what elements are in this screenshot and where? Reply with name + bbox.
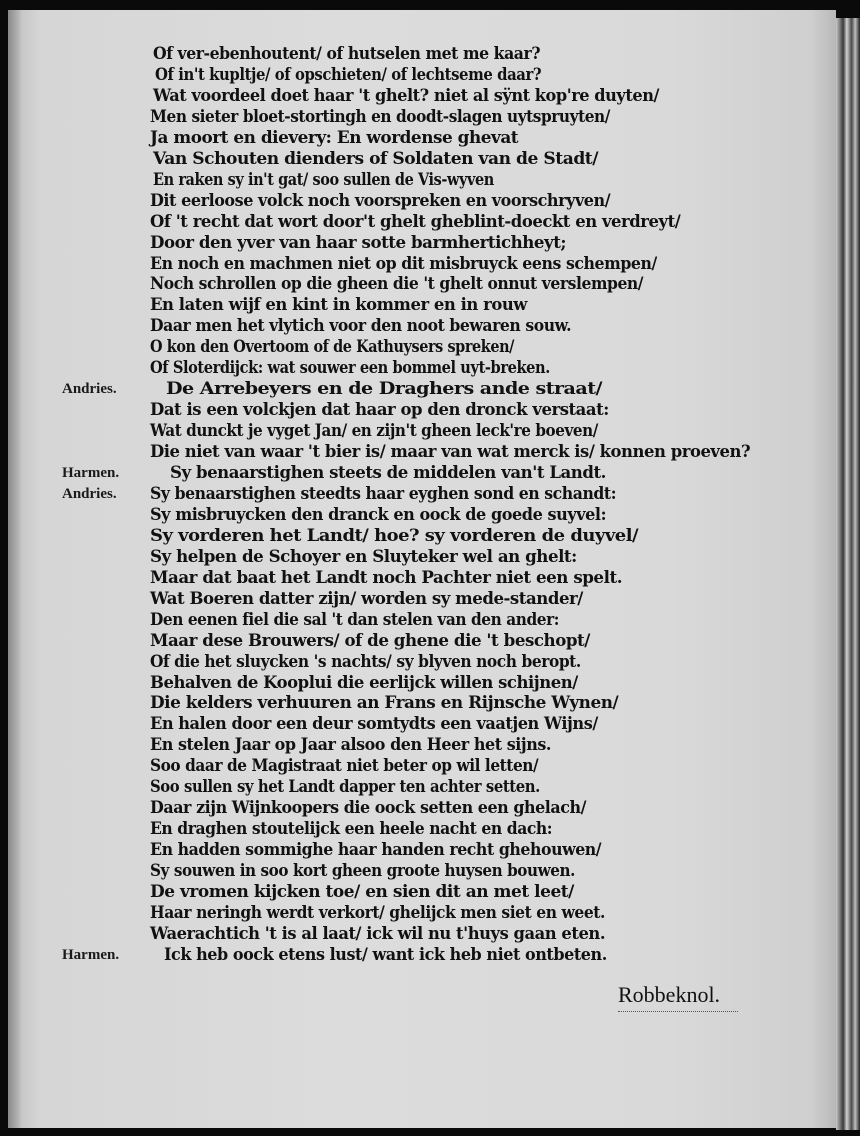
- verse-text: Behalven de Kooplui die eerlijck willen schijnen/: [150, 672, 578, 692]
- verse-line: [0, 693, 840, 714]
- verse-text: Wat voordeel doet haar 't ghelt? niet al sÿnt kop're duyten/: [153, 85, 659, 105]
- speaker-name: Andries.: [62, 485, 117, 502]
- verse-text: Die niet van waar 't bier is/ maar van wat merck is/ konnen proeven?: [150, 442, 751, 462]
- verse-text: Soo sullen sy het Landt dapper ten achter setten.: [150, 777, 540, 797]
- verse-line: [0, 505, 840, 526]
- verse-line: [0, 526, 840, 547]
- verse-line: [0, 191, 840, 212]
- verse-text: Sy benaarstighen steets de middelen van't Landt.: [170, 463, 606, 482]
- verse-text: En noch en machmen niet op dit misbruyck eens schempen/: [150, 253, 657, 273]
- verse-text: En halen door een deur somtydts een vaatjen Wijns/: [150, 714, 598, 734]
- signature-robbeknol: Robbeknol.: [618, 982, 721, 1007]
- verse-line: [0, 379, 840, 400]
- verse-text: Sy misbruycken den dranck en oock de goede suyvel:: [150, 504, 607, 524]
- verse-line: [0, 756, 840, 777]
- verse-text: Haar neringh werdt verkort/ ghelijck men siet en weet.: [150, 902, 605, 922]
- verse-text: Daar zijn Wijnkoopers die oock setten een ghelach/: [150, 798, 586, 818]
- verse-text: Sy souwen in soo kort gheen groote huysen bouwen.: [150, 861, 576, 881]
- verse-line: [0, 484, 840, 505]
- verse-text: En raken sy in't gat/ soo sullen de Vis-wyven: [153, 169, 494, 189]
- verse-text: Den eenen fiel die sal 't dan stelen van den ander:: [150, 609, 560, 629]
- verse-line: [0, 358, 840, 379]
- verse-text: Maar dat baat het Landt noch Pachter niet een spelt.: [150, 567, 623, 587]
- verse-text: De vromen kijcken toe/ en sien dit an met leet/: [150, 882, 574, 901]
- verse-line: [0, 777, 840, 798]
- verse-text: En stelen Jaar op Jaar alsoo den Heer het sijns.: [150, 735, 552, 755]
- speaker-name: Andries.: [62, 381, 117, 398]
- verse-line: [0, 798, 840, 819]
- verse-line: [0, 631, 840, 652]
- verse-text: Men sieter bloet-stortingh en doodt-slagen uytspruyten/: [150, 106, 610, 126]
- verse-text: De Arrebeyers en de Draghers ande straat/: [166, 379, 602, 399]
- verse-line: [0, 735, 840, 756]
- verse-line: [0, 233, 840, 254]
- verse-line: [0, 673, 840, 694]
- verse-text: Dit eerloose volck noch voorspreken en voorschryven/: [150, 190, 611, 210]
- verse-text: Waerachtich 't is al laat/ ick wil nu t'huys gaan eten.: [150, 923, 606, 943]
- verse-line: [0, 65, 840, 86]
- verse-line: [0, 589, 840, 610]
- verse-text: Wat dunckt je vyget Jan/ en zijn't gheen leck're boeven/: [150, 421, 598, 441]
- verse-line: [0, 86, 840, 107]
- verse-line: [0, 819, 840, 840]
- verse-line: [0, 107, 840, 128]
- verse-text: Door den yver van haar sotte barmhertichheyt;: [150, 232, 567, 252]
- verse-line: [0, 400, 840, 421]
- verse-line: [0, 903, 840, 924]
- verse-line: [0, 714, 840, 735]
- verse-line: [0, 568, 840, 589]
- verse-line: [0, 295, 840, 316]
- verse-text: Of Sloterdijck: wat souwer een bommel uyt-breken.: [150, 358, 550, 378]
- verse-line: [0, 44, 840, 65]
- verse-text: Sy vorderen het Landt/ hoe? sy vorderen de duyvel/: [150, 525, 639, 545]
- speaker-name: Harmen.: [62, 465, 120, 481]
- verse-text: Die kelders verhuuren an Frans en Rijnsche Wynen/: [150, 693, 619, 713]
- verse-text: En hadden sommighe haar handen recht ghehouwen/: [150, 840, 602, 860]
- verse-text: En draghen stoutelijck een heele nacht en dach:: [150, 819, 553, 839]
- verse-text: Wat Boeren datter zijn/ worden sy mede-stander/: [150, 588, 583, 608]
- verse-text: Noch schrollen op die gheen die 't ghelt onnut verslempen/: [150, 274, 644, 294]
- speaker-name: Harmen.: [62, 946, 120, 963]
- verse-line: [0, 547, 840, 568]
- verse-line: [0, 463, 840, 484]
- verse-line: [0, 652, 840, 673]
- verse-line: [0, 840, 840, 861]
- verse-text: Of ver-ebenhoutent/ of hutselen met me kaar?: [153, 44, 541, 63]
- verse-line: [0, 610, 840, 631]
- verse-text: Dat is een volckjen dat haar op den dronck verstaat:: [150, 400, 609, 420]
- verse-text: Ja moort en dievery: En wordense ghevat: [150, 127, 519, 147]
- verse-line: [0, 861, 840, 882]
- verse-text: Ick heb oock etens lust/ want ick heb niet ontbeten.: [164, 944, 607, 964]
- verse-text: O kon den Overtoom of de Kathuysers spreken/: [150, 337, 515, 357]
- verse-line: [0, 149, 840, 170]
- verse-line: [0, 128, 840, 149]
- verse-line: [0, 442, 840, 463]
- verse-line: [0, 212, 840, 233]
- verse-line: [0, 882, 840, 903]
- verse-text: Of in't kupltje/ of opschieten/ of lechtseme daar?: [155, 64, 542, 84]
- verse-line: [0, 254, 840, 275]
- verse-text: Daar men het vlytich voor den noot bewaren souw.: [150, 316, 572, 336]
- verse-text: Van Schouten dienders of Soldaten van de Stadt/: [153, 148, 599, 168]
- verse-text: Maar dese Brouwers/ of de ghene die 't beschopt/: [150, 630, 590, 650]
- verse-text: En laten wijf en kint in kommer en in rouw: [150, 295, 527, 315]
- verse-text: Sy benaarstighen steedts haar eyghen sond en schandt:: [150, 483, 617, 503]
- verse-line: [0, 274, 840, 295]
- verse-line: [0, 421, 840, 442]
- verse-text: Soo daar de Magistraat niet beter op wil letten/: [150, 756, 539, 776]
- verse-line: [0, 337, 840, 358]
- verse-text: Of 't recht dat wort door't ghelt gheblint-doeckt en verdreyt/: [150, 211, 681, 231]
- verse-line: [0, 170, 840, 191]
- signature-underline: [618, 1011, 738, 1013]
- verse-line: [0, 945, 840, 966]
- verse-line: [0, 316, 840, 337]
- verse-text: Of die het sluycken 's nachts/ sy blyven noch beropt.: [150, 651, 581, 671]
- verse-line: [0, 924, 840, 945]
- verse-text: Sy helpen de Schoyer en Sluyteker wel an ghelt:: [150, 546, 577, 566]
